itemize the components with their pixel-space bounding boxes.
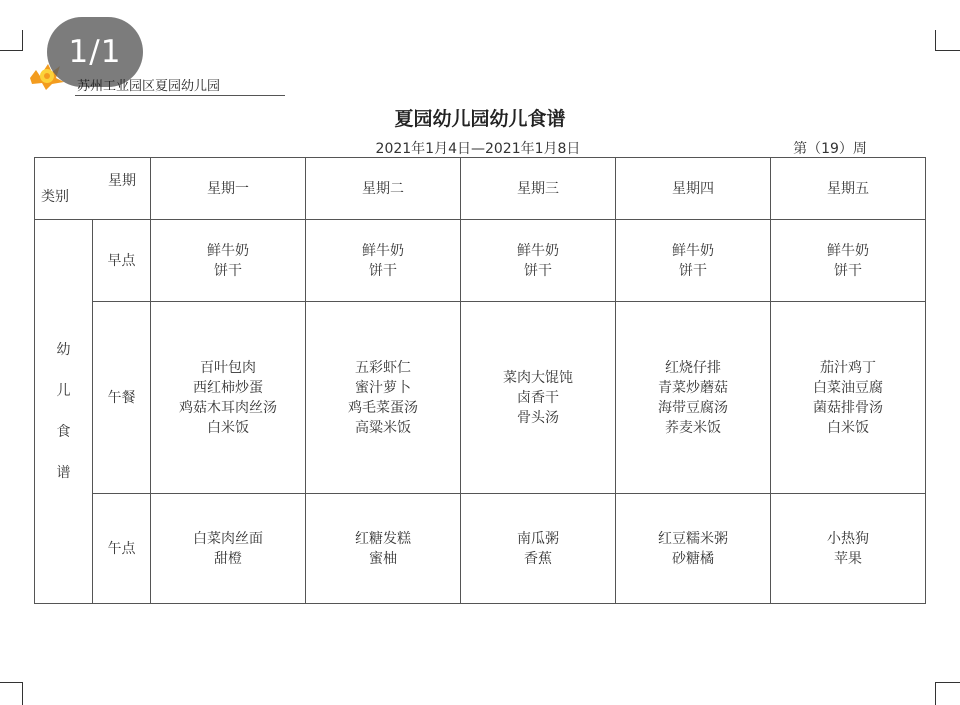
menu-cell <box>151 494 306 604</box>
crop-mark-bottom-right <box>935 682 960 705</box>
corner-label-weekday: 星期 <box>108 173 136 189</box>
dish: 甜橙 <box>214 550 242 567</box>
category-char: 谱 <box>56 464 71 481</box>
menu-cell <box>616 302 771 494</box>
dish: 红烧仔排 <box>665 359 721 376</box>
day-header: 星期三 <box>461 158 616 220</box>
day-header: 星期一 <box>151 158 306 220</box>
dish: 白菜油豆腐 <box>813 379 883 396</box>
dish: 骨头汤 <box>517 409 559 426</box>
table-header-row <box>35 158 926 220</box>
menu-cell <box>306 302 461 494</box>
dish: 荞麦米饭 <box>665 419 721 436</box>
dish: 菌菇排骨汤 <box>813 399 883 416</box>
menu-cell <box>771 220 926 302</box>
school-name: 苏州工业园区夏园幼儿园 <box>77 79 221 94</box>
dish: 饼干 <box>524 262 552 279</box>
week-number: 第（19）周 <box>793 141 867 157</box>
dish: 砂糖橘 <box>672 550 714 567</box>
menu-cell <box>461 220 616 302</box>
dish: 海带豆腐汤 <box>658 399 728 416</box>
table-row <box>35 220 926 302</box>
meal-label: 午点 <box>93 494 151 604</box>
day-header: 星期二 <box>306 158 461 220</box>
dish: 白米饭 <box>827 419 869 436</box>
menu-cell <box>771 494 926 604</box>
crop-mark-bottom-left <box>0 682 23 705</box>
dish: 饼干 <box>679 262 707 279</box>
date-range: 2021年1月4日—2021年1月8日 <box>375 141 581 157</box>
dish: 鲜牛奶 <box>207 242 249 259</box>
dish: 蜜汁萝卜 <box>355 379 411 396</box>
dish: 饼干 <box>834 262 862 279</box>
menu-cell <box>461 302 616 494</box>
category-cell <box>35 220 93 604</box>
dish: 百叶包肉 <box>200 359 256 376</box>
table-row <box>35 494 926 604</box>
dish: 苹果 <box>834 550 862 567</box>
dish: 南瓜粥 <box>517 530 559 547</box>
dish: 鲜牛奶 <box>517 242 559 259</box>
dish: 鲜牛奶 <box>672 242 714 259</box>
menu-cell <box>771 302 926 494</box>
menu-cell <box>461 494 616 604</box>
dish: 红豆糯米粥 <box>658 530 728 547</box>
dish: 饼干 <box>214 262 242 279</box>
dish: 卤香干 <box>517 389 559 406</box>
dish: 高粱米饭 <box>355 419 411 436</box>
dish: 鲜牛奶 <box>362 242 404 259</box>
category-char: 食 <box>56 423 71 440</box>
page-title: 夏园幼儿园幼儿食谱 <box>394 108 566 130</box>
dish: 鸡菇木耳肉丝汤 <box>179 399 277 416</box>
meal-label: 午餐 <box>93 302 151 494</box>
dish: 白米饭 <box>207 419 249 436</box>
menu-cell <box>151 220 306 302</box>
menu-cell <box>306 494 461 604</box>
dish: 青菜炒蘑菇 <box>658 379 728 396</box>
dish: 鸡毛菜蛋汤 <box>348 399 418 416</box>
dish: 鲜牛奶 <box>827 242 869 259</box>
corner-label-category: 类别 <box>41 189 69 205</box>
menu-table <box>34 157 926 604</box>
menu-cell <box>616 220 771 302</box>
menu-cell <box>151 302 306 494</box>
dish: 蜜柚 <box>369 550 397 567</box>
menu-cell <box>616 494 771 604</box>
day-header: 星期五 <box>771 158 926 220</box>
dish: 红糖发糕 <box>355 530 411 547</box>
category-char: 幼 <box>56 341 71 358</box>
dish: 五彩虾仁 <box>355 359 411 376</box>
table-row <box>35 302 926 494</box>
dish: 香蕉 <box>524 550 552 567</box>
dish: 茄汁鸡丁 <box>820 359 876 376</box>
dish: 白菜肉丝面 <box>193 530 263 547</box>
category-char: 儿 <box>56 382 71 399</box>
dish: 饼干 <box>369 262 397 279</box>
header-underline <box>75 95 285 96</box>
menu-cell <box>306 220 461 302</box>
dish: 小热狗 <box>827 530 869 547</box>
dish: 西红柿炒蛋 <box>193 379 263 396</box>
crop-mark-top-left <box>0 30 23 51</box>
day-header: 星期四 <box>616 158 771 220</box>
corner-cell <box>35 158 151 220</box>
dish: 菜肉大馄饨 <box>503 369 573 386</box>
crop-mark-top-right <box>935 30 960 51</box>
page-indicator: 1/1 <box>47 17 143 87</box>
meal-label: 早点 <box>93 220 151 302</box>
